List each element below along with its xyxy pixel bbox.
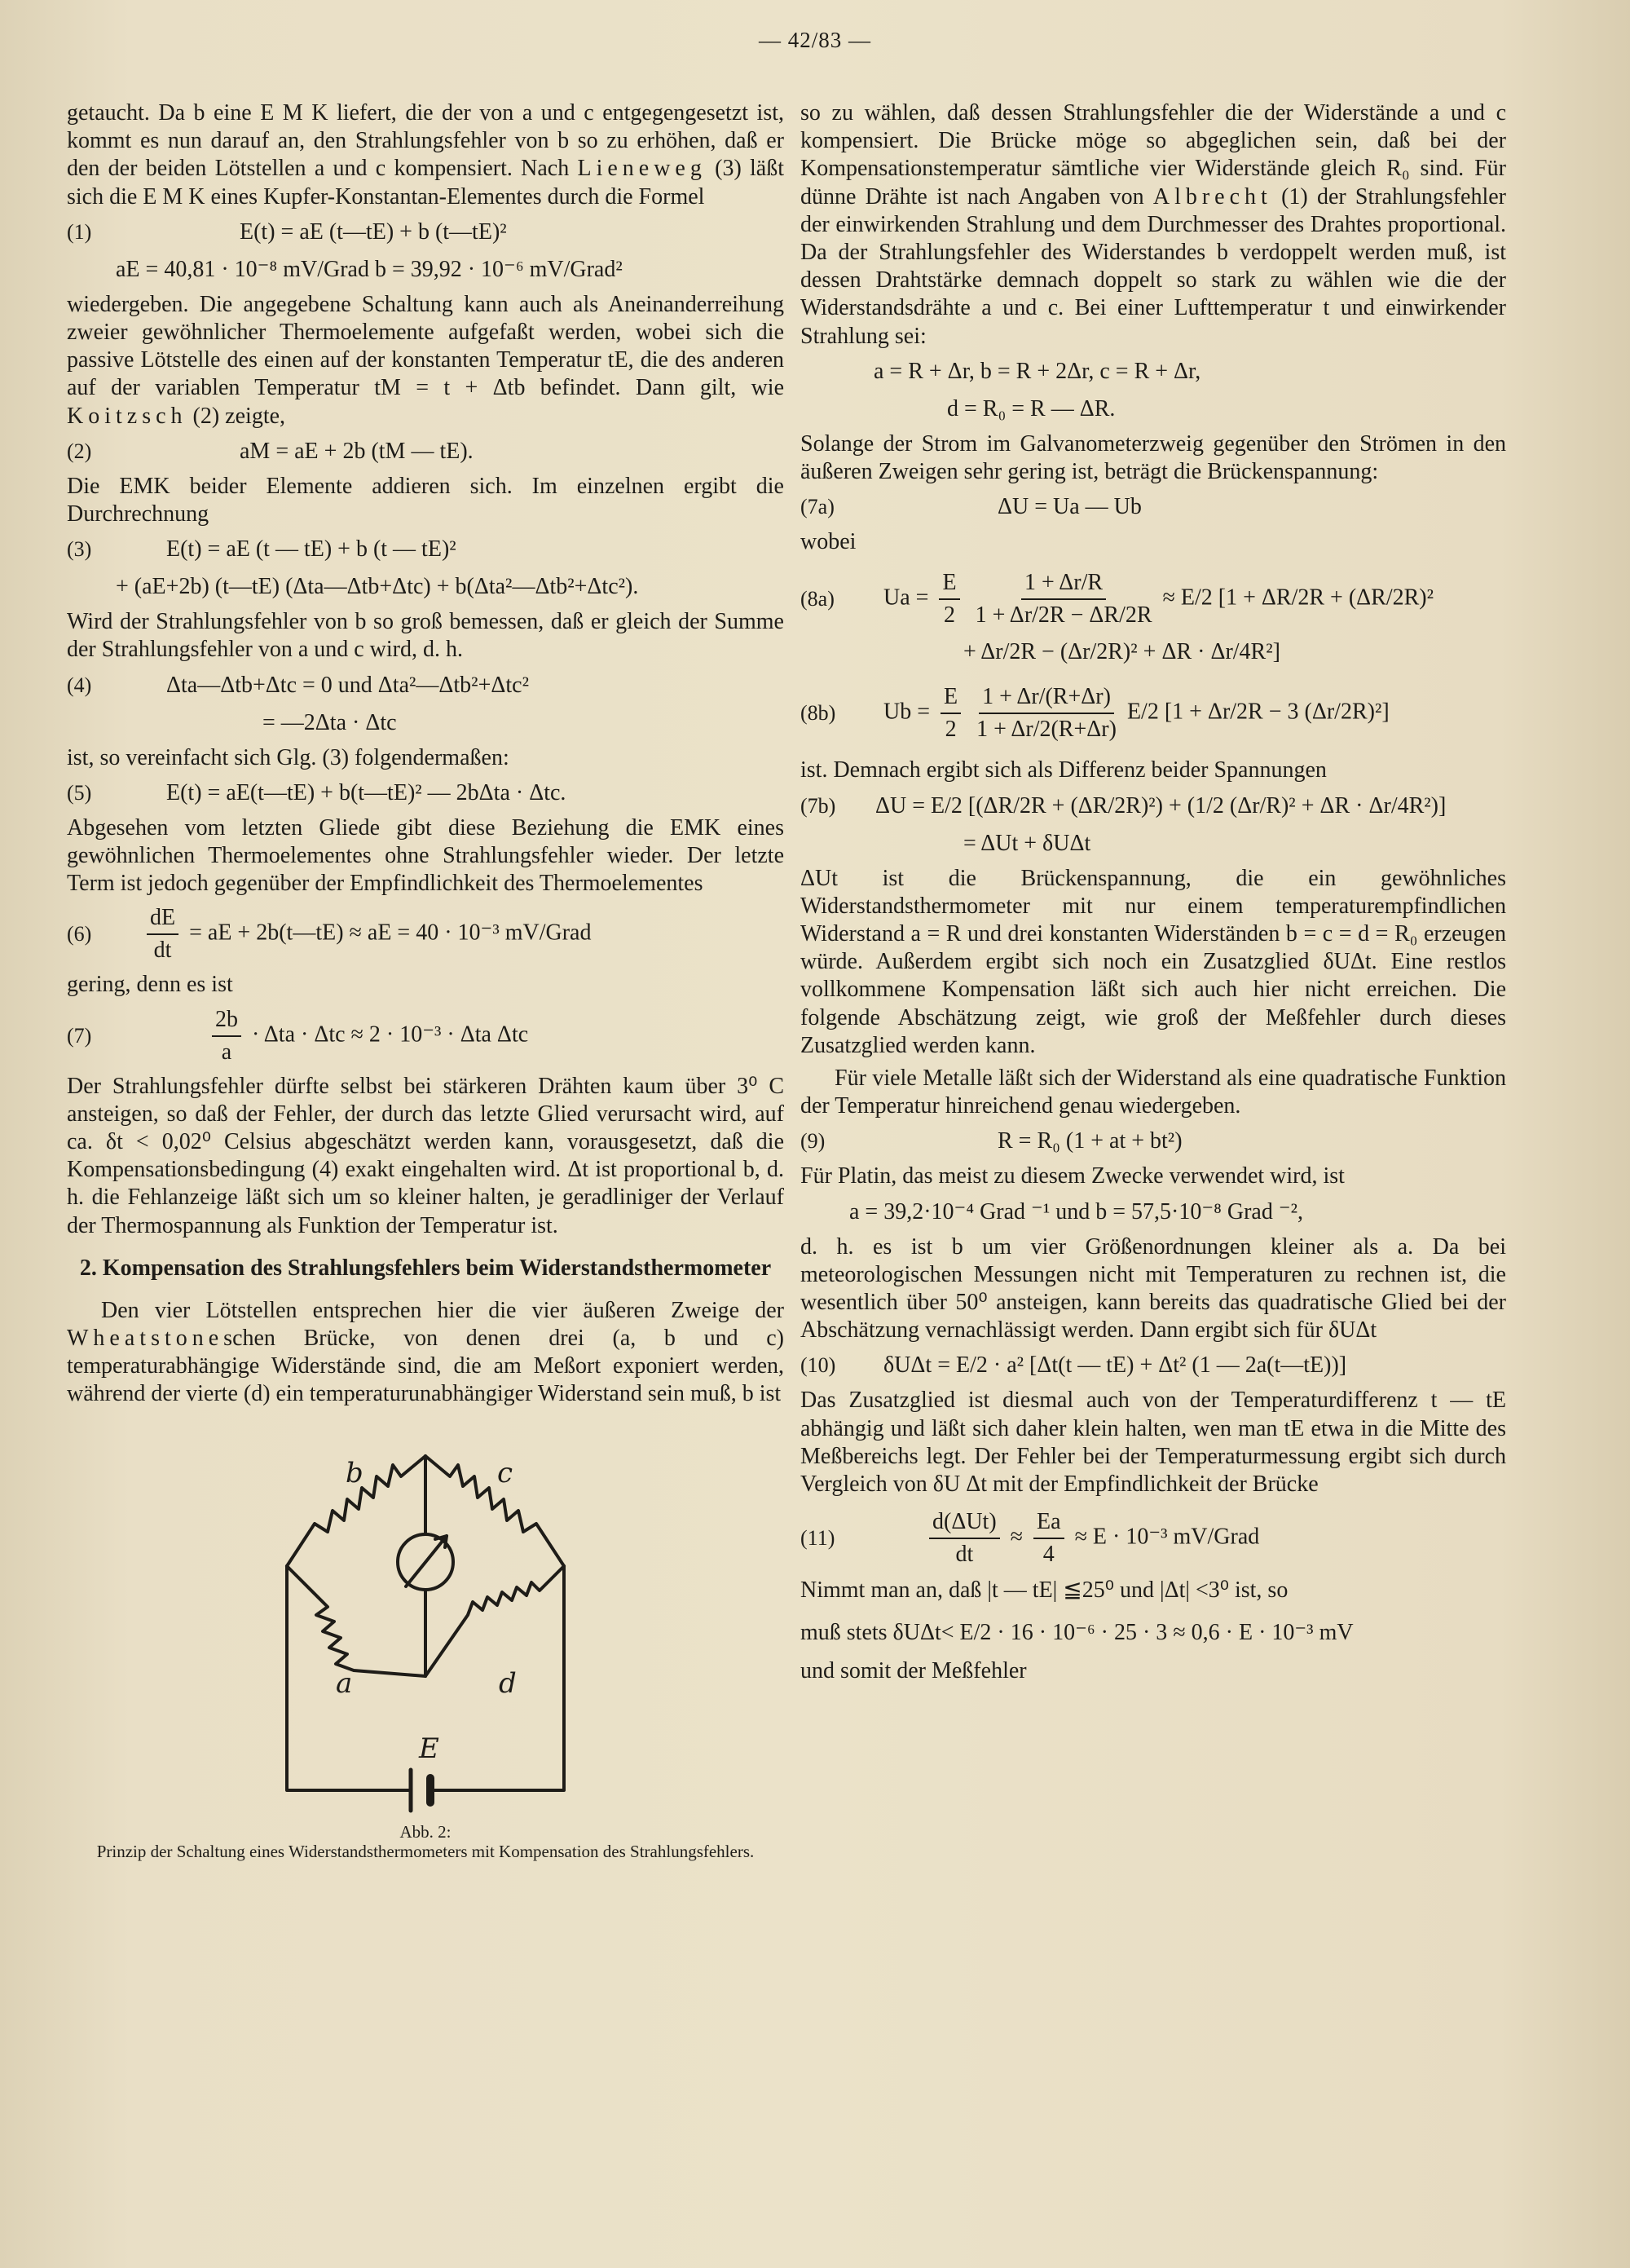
paragraph: ΔUt ist die Brückenspannung, die ein gewöhnliches Widerstandsthermometer mit nur einem temperaturempfindlichen Widerstand a = R und drei konstanten Widerständen b = c = d = R₀ erzeugen würde. Außerdem ergibt sich noch ein Zusatzglied δUΔt. Eine restlos vollkommene Kompensation läßt sich auch hier nicht erreichen. Die folgende Abschätzung zeigt, wie groß der Meßfehler durch dieses Zusatzglied werden kann. — [800, 865, 1506, 1058]
paragraph: Für Platin, das meist zu diesem Zwecke verwendet wird, ist — [800, 1163, 1345, 1189]
paragraph: ist. Demnach ergibt sich als Differenz beider Spannungen — [800, 757, 1327, 783]
equation-number: (4) — [67, 673, 92, 697]
equation-8a: (8a) Ua = $\frac{E}{2}$ $\frac{1 + \Delta r/R}{1 + \Delta r/2R - \Delta R/2R}$ ≈ E/2 [1 + ΔR/2R + (ΔR/2R)² — [800, 567, 1506, 631]
paragraph: ist, so vereinfacht sich Glg. (3) folgendermaßen: — [67, 744, 509, 770]
equation-number: (8b) — [800, 701, 836, 726]
paragraph: Für viele Metalle läßt sich der Widerstand als eine quadratische Funktion der Temperatur hinreichend genau wiedergeben. — [800, 1066, 1506, 1119]
equation-number: (7b) — [800, 793, 836, 818]
equation-number: (2) — [67, 439, 92, 463]
equation-r2: d = R₀ = R — ΔR. — [947, 395, 1116, 421]
paragraph: und somit der Meßfehler — [800, 1657, 1027, 1683]
equation-5: (5) E(t) = aE(t—tE) + b(t—tE)² — 2bΔta · Δtc. — [67, 777, 784, 810]
label-E: E — [419, 1732, 439, 1765]
paragraph: Der Strahlungsfehler dürfte selbst bei stärkeren Drähten kaum über 3⁰ C ansteigen, so daß der Fehler, der durch das letzte Glied verursacht wird, auf ca. δt < 0,02⁰ Celsius abgeschätzt werden kann, vorausgesetzt, daß die Kompensationsbedingung (4) exakt eingehalten wird. Δt ist proportional b, d. h. die Fehlanzeige läßt sich um so kleiner halten, je geradliniger der Verlauf der Thermospannung als Funktion der Temperatur ist. — [67, 1073, 784, 1238]
equation-3: (3) E(t) = aE (t — tE) + b (t — tE)² — [67, 533, 784, 566]
equation-1-constants: aE = 40,81 · 10⁻⁸ mV/Grad b = 39,92 · 10⁻⁶ mV/Grad² — [116, 256, 623, 282]
equation-8a-continued: + Δr/2R − (Δr/2R)² + ΔR · Δr/4R²] — [963, 639, 1280, 665]
equation-number: (8a) — [800, 587, 835, 611]
equation-number: (7a) — [800, 495, 835, 519]
paragraph: Abgesehen vom letzten Gliede gibt diese Beziehung die EMK eines gewöhnlichen Thermoelementes ohne Strahlungsfehler wieder. Der letzte Term ist jedoch gegenüber der Empfindlichkeit des Thermoelementes — [67, 814, 784, 897]
paragraph: d. h. es ist b um vier Größenordnungen kleiner als a. Da bei meteorologischen Messungen nicht mit Temperaturen zu rechnen ist, die wesentlich über 50⁰ ansteigen, kann bereits das quadratische Glied bei der Abschätzung vernachlässigt werden. Dann ergibt sich für δUΔt — [800, 1233, 1506, 1344]
resistor-c — [425, 1456, 564, 1566]
equation-r1: a = R + Δr, b = R + 2Δr, c = R + Δr, — [874, 358, 1201, 384]
equation-number: (7) — [67, 1023, 92, 1048]
equation-number: (11) — [800, 1526, 835, 1551]
equation-7b: (7b) ΔU = E/2 [(ΔR/2R + (ΔR/2R)²) + (1/2 (Δr/R)² + ΔR · Δr/4R²)] — [800, 790, 1506, 823]
equation-number: (6) — [67, 922, 92, 946]
author-name: Albrecht — [1152, 183, 1272, 210]
author-name: Koitzsch — [67, 403, 187, 429]
paragraph: gering, denn es ist — [67, 972, 233, 998]
fraction: $\frac{2b}{a}$ — [212, 1004, 241, 1068]
paragraph: Das Zusatzglied ist diesmal auch von der Temperaturdifferenz t — tE abhängig und läßt sich daher klein halten, wen man tE etwa in die Mitte des Meßbereichs legt. Der Fehler bei der Temperaturmessung ergibt sich durch Vergleich von δU Δt mit der Empfindlichkeit der Brücke — [800, 1388, 1506, 1498]
equation-2: (2) aM = aE + 2b (tM — tE). — [67, 435, 784, 468]
paragraph: getaucht. Da b eine E M K liefert, die der von a und c entgegengesetzt ist, kommt es nun darauf an, den Strahlungsfehler von b so zu erhöhen, daß er den der beiden Lötstellen a und c kompensiert. Nach Lieneweg (3) läßt sich die E M K eines Kupfer-Konstantan-Elementes durch die Formel — [67, 100, 785, 210]
paragraph: Die EMK beider Elemente addieren sich. Im einzelnen ergibt die Durchrechnung — [67, 473, 784, 527]
left-column — [67, 99, 784, 1861]
equation-11: (11) d(ΔUt) dt ≈ $\frac{Ea}{4}$ ≈ E · 10⁻³ mV/Grad — [800, 1507, 1506, 1570]
figure-circuit — [197, 1432, 654, 1819]
paragraph: Solange der Strom im Galvanometerzweig gegenüber den Strömen in den äußeren Zweigen sehr gering ist, beträgt die Brückenspannung: — [800, 430, 1506, 485]
section-heading: 2. Kompensation des Strahlungsfehlers beim Widerstandsthermometer — [79, 1255, 772, 1281]
page-number: — 42/83 — — [758, 28, 871, 52]
label-a: a — [336, 1666, 353, 1700]
equation-number: (3) — [67, 537, 92, 562]
label-c: c — [497, 1456, 513, 1489]
equation-6: (6) $\frac{dE}{dt}$ = aE + 2b(t—tE) ≈ aE = 40 · 10⁻³ mV/Grad — [67, 902, 784, 966]
equation-number: (1) — [67, 219, 92, 244]
paragraph: Wird der Strahlungsfehler von b so groß bemessen, daß er gleich der Summe der Strahlungsfehler von a und c wird, d. h. — [67, 609, 784, 663]
equation-9: (9) R = R₀ (1 + at + bt²) — [800, 1125, 1506, 1158]
equation-4: (4) Δta—Δtb+Δtc = 0 und Δta²—Δtb²+Δtc² — [67, 669, 784, 702]
author-name: Lieneweg — [577, 156, 707, 182]
equation-10: (10) δUΔt = E/2 · a² [Δt(t — tE) + Δt² (1 — 2a(t—tE))] — [800, 1349, 1506, 1382]
equation-3-continued: + (aE+2b) (t—tE) (Δta—Δtb+Δtc) + b(Δta²—Δtb²+Δtc²). — [116, 574, 639, 600]
label-d: d — [499, 1666, 517, 1700]
paragraph: so zu wählen, daß dessen Strahlungsfehler die der Widerstände a und c kompensiert. Die Brücke möge so abgeglichen sein, daß bei der Kompensationstemperatur sämtliche vier Widerstände gleich R₀ sind. Für dünne Drähte ist nach Angaben von Albrecht (1) der Strahlungsfehler der einwirkenden Strahlung und dem Durchmesser des Drahtes proportional. Da der Strahlungsfehler des Widerstandes b verdoppelt werden muß, ist dessen Drahtstärke demnach doppelt so stark zu wählen wie die der Widerstandsdrähte a und c. Bei einer Lufttemperatur t und einwirkender Strahlung sei: — [800, 100, 1506, 349]
paragraph: Nimmt man an, daß |t — tE| ≦25⁰ und |Δt| <3⁰ ist, so — [800, 1577, 1289, 1604]
author-name: Wheatstone — [67, 1326, 224, 1352]
paragraph: wobei — [800, 529, 857, 555]
equation-number: (9) — [800, 1129, 826, 1154]
figure-caption: Abb. 2: Prinzip der Schaltung eines Widerstandsthermometers mit Kompensation des Strahlungsfehlers. — [96, 1821, 755, 1861]
equation-7: (7) $\frac{2b}{a}$ · Δta · Δtc ≈ 2 · 10⁻³ · Δta Δtc — [67, 1004, 784, 1068]
equation-number: (10) — [800, 1353, 836, 1378]
equation-4-continued: = —2Δta · Δtc — [262, 709, 397, 735]
label-b: b — [346, 1456, 363, 1489]
equation-12: muß stets δUΔt< E/2 · 16 · 10⁻⁶ · 25 · 3 ≈ 0,6 · E · 10⁻³ mV — [800, 1619, 1354, 1645]
equation-platinum: a = 39,2·10⁻⁴ Grad ⁻¹ und b = 57,5·10⁻⁸ Grad ⁻², — [849, 1198, 1304, 1224]
fraction: $\frac{Ea}{4}$ — [1033, 1507, 1064, 1570]
equation-1: (1) E(t) = aE (t—tE) + b (t—tE)² — [67, 216, 784, 249]
equation-8b: (8b) Ub = $\frac{E}{2}$ $\frac{1 + \Delta r/(R+\Delta r)}{1 + \Delta r/2(R+\Delta r)}$ E/2 [1 + Δr/2R − 3 (Δr/2R)²] — [800, 682, 1506, 745]
fraction: d(ΔUt) dt — [929, 1507, 1000, 1570]
right-column — [800, 99, 1506, 1690]
paragraph: Den vier Lötstellen entsprechen hier die vier äußeren Zweige der Wheatstoneschen Brücke, von denen drei (a, b und c) temperaturabhängige Widerstände sind, die am Meßort exponiert werden, während der vierte (d) ein temperaturunabhängiger Widerstand sein muß, b ist — [67, 1297, 784, 1407]
equation-7b-continued: = ΔUt + δUΔt — [963, 830, 1091, 856]
paragraph: wiedergeben. Die angegebene Schaltung kann auch als Aneinanderreihung zweier gewöhnlicher Thermoelemente aufgefaßt werden, wobei sich die passive Lötstelle des einen auf der konstanten Temperatur tE, die des anderen auf der variablen Temperatur tM = t + Δtb befindet. Dann gilt, wie Koitzsch (2) zeigte, — [67, 291, 784, 429]
fraction: $\frac{dE}{dt}$ — [147, 902, 178, 966]
equation-number: (5) — [67, 780, 92, 805]
equation-7a: (7a) ΔU = Ua — Ub — [800, 491, 1506, 523]
wheatstone-bridge-diagram — [197, 1432, 654, 1815]
